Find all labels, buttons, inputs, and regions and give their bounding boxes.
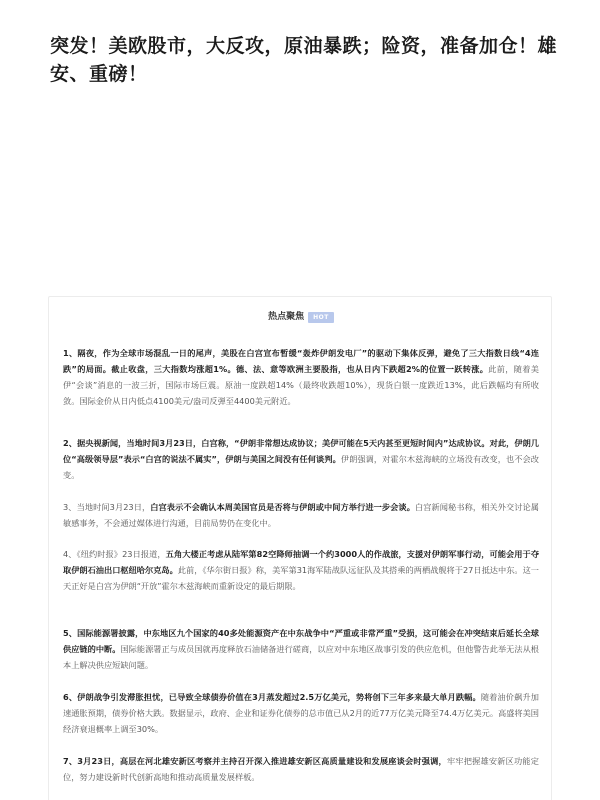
news-item-6-body: 随着油价飙升加速通胀预期，债券价格大跌。数据显示，政府、企业和证券化债券的总市值已从2月的近77万亿美元降至74.4万亿美元。高盛将美国经济衰退概率上调至30%。 <box>63 692 539 734</box>
news-item-5-highlight: 5、国际能源署披露，中东地区九个国家的40多处能源资产在中东战争中“严重或非常严重”受损，这可能会在冲突结束后延长全球供应链的中断。 <box>63 628 539 654</box>
news-item-7-highlight: 7、3月23日，高层在河北雄安新区考察并主持召开深入推进雄安新区高质量建设和发展座谈会时强调， <box>63 756 447 766</box>
news-item-3 <box>63 499 539 531</box>
news-item-4-highlight: 五角大楼正考虑从陆军第82空降师抽调一个约3000人的作战旅，支援对伊朗军事行动，可能会用于夺取伊朗石油出口枢纽哈尔克岛。 <box>63 549 540 575</box>
hot-topics-card <box>48 296 552 800</box>
news-item-3-body: 白宫新闻秘书称，相关外交讨论属敏感事务，不会通过媒体进行沟通，目前局势仍在变化中。 <box>63 502 539 528</box>
news-item-1-body: 此前，随着美伊“会谈”消息的一波三折，国际市场巨震。原油一度跌超14%（最终收跌超10%），现货白银一度跌近13%，此后跌幅均有所收敛。国际金价从日内低点4100美元/盎司反弹至4400美元附近。 <box>63 364 539 406</box>
news-item-2-body: 伊朗强调，对霍尔木兹海峡的立场没有改变，也不会改变。 <box>63 454 539 480</box>
news-item-4 <box>63 546 539 594</box>
news-item-4-prefix: 4、《纽约时报》23日报道， <box>63 549 166 559</box>
hot-topics-title: 热点聚焦 <box>268 312 305 322</box>
news-item-5-body: 国际能源署正与成员国就再度释放石油储备进行磋商，以应对中东地区战事引发的供应危机，但他警告此举无法从根本上解决供应短缺问题。 <box>63 644 539 670</box>
hot-topics-header <box>49 311 553 323</box>
news-item-1-highlight: 1、隔夜，作为全球市场混乱一日的尾声，美股在白宫宣布暂缓“轰炸伊朗发电厂”的驱动下集体反弹，避免了三大指数日线“4连跌”的局面。截止收盘，三大指数均涨超1%。德、法、意等欧洲主要股指，也从日内下跌超2%的位置一跃转涨。 <box>63 348 539 374</box>
news-item-2-highlight: 2、据央视新闻，当地时间3月23日，白宫称，“伊朗非常想达成协议；美伊可能在5天内甚至更短时间内”达成协议。对此，伊朗几位“高级领导层”表示“白宫的说法不属实”，伊朗与美国之间没有任何谈判。 <box>63 438 539 464</box>
news-item-2 <box>63 435 539 483</box>
article-title: 突发！美欧股市，大反攻，原油暴跌；险资，准备加仓！雄安、重磅！ <box>50 35 558 85</box>
news-item-3-prefix: 3、当地时间3月23日， <box>63 502 151 512</box>
news-item-5 <box>63 625 539 673</box>
news-item-1 <box>63 345 539 409</box>
hot-badge: HOT <box>308 312 334 323</box>
news-item-6 <box>63 689 539 737</box>
news-item-7 <box>63 753 539 785</box>
news-item-4-body: 此前，《华尔街日报》称，美军第31海军陆战队远征队及其搭乘的两栖战舰将于27日抵达中东。这一天正好是白宫为伊朗“开放”霍尔木兹海峡而重新设定的最后期限。 <box>63 565 539 591</box>
news-item-7-body: 牢牢把握雄安新区功能定位，努力建设新时代创新高地和推动高质量发展样板。 <box>63 756 539 782</box>
news-item-3-highlight: 白宫表示不会确认本周美国官员是否将与伊朗或中间方举行进一步会谈。 <box>150 502 415 512</box>
news-item-6-highlight: 6、伊朗战争引发滞胀担忧，已导致全球债券价值在3月蒸发超过2.5万亿美元，势将创下三年多来最大单月跌幅。 <box>63 692 481 702</box>
